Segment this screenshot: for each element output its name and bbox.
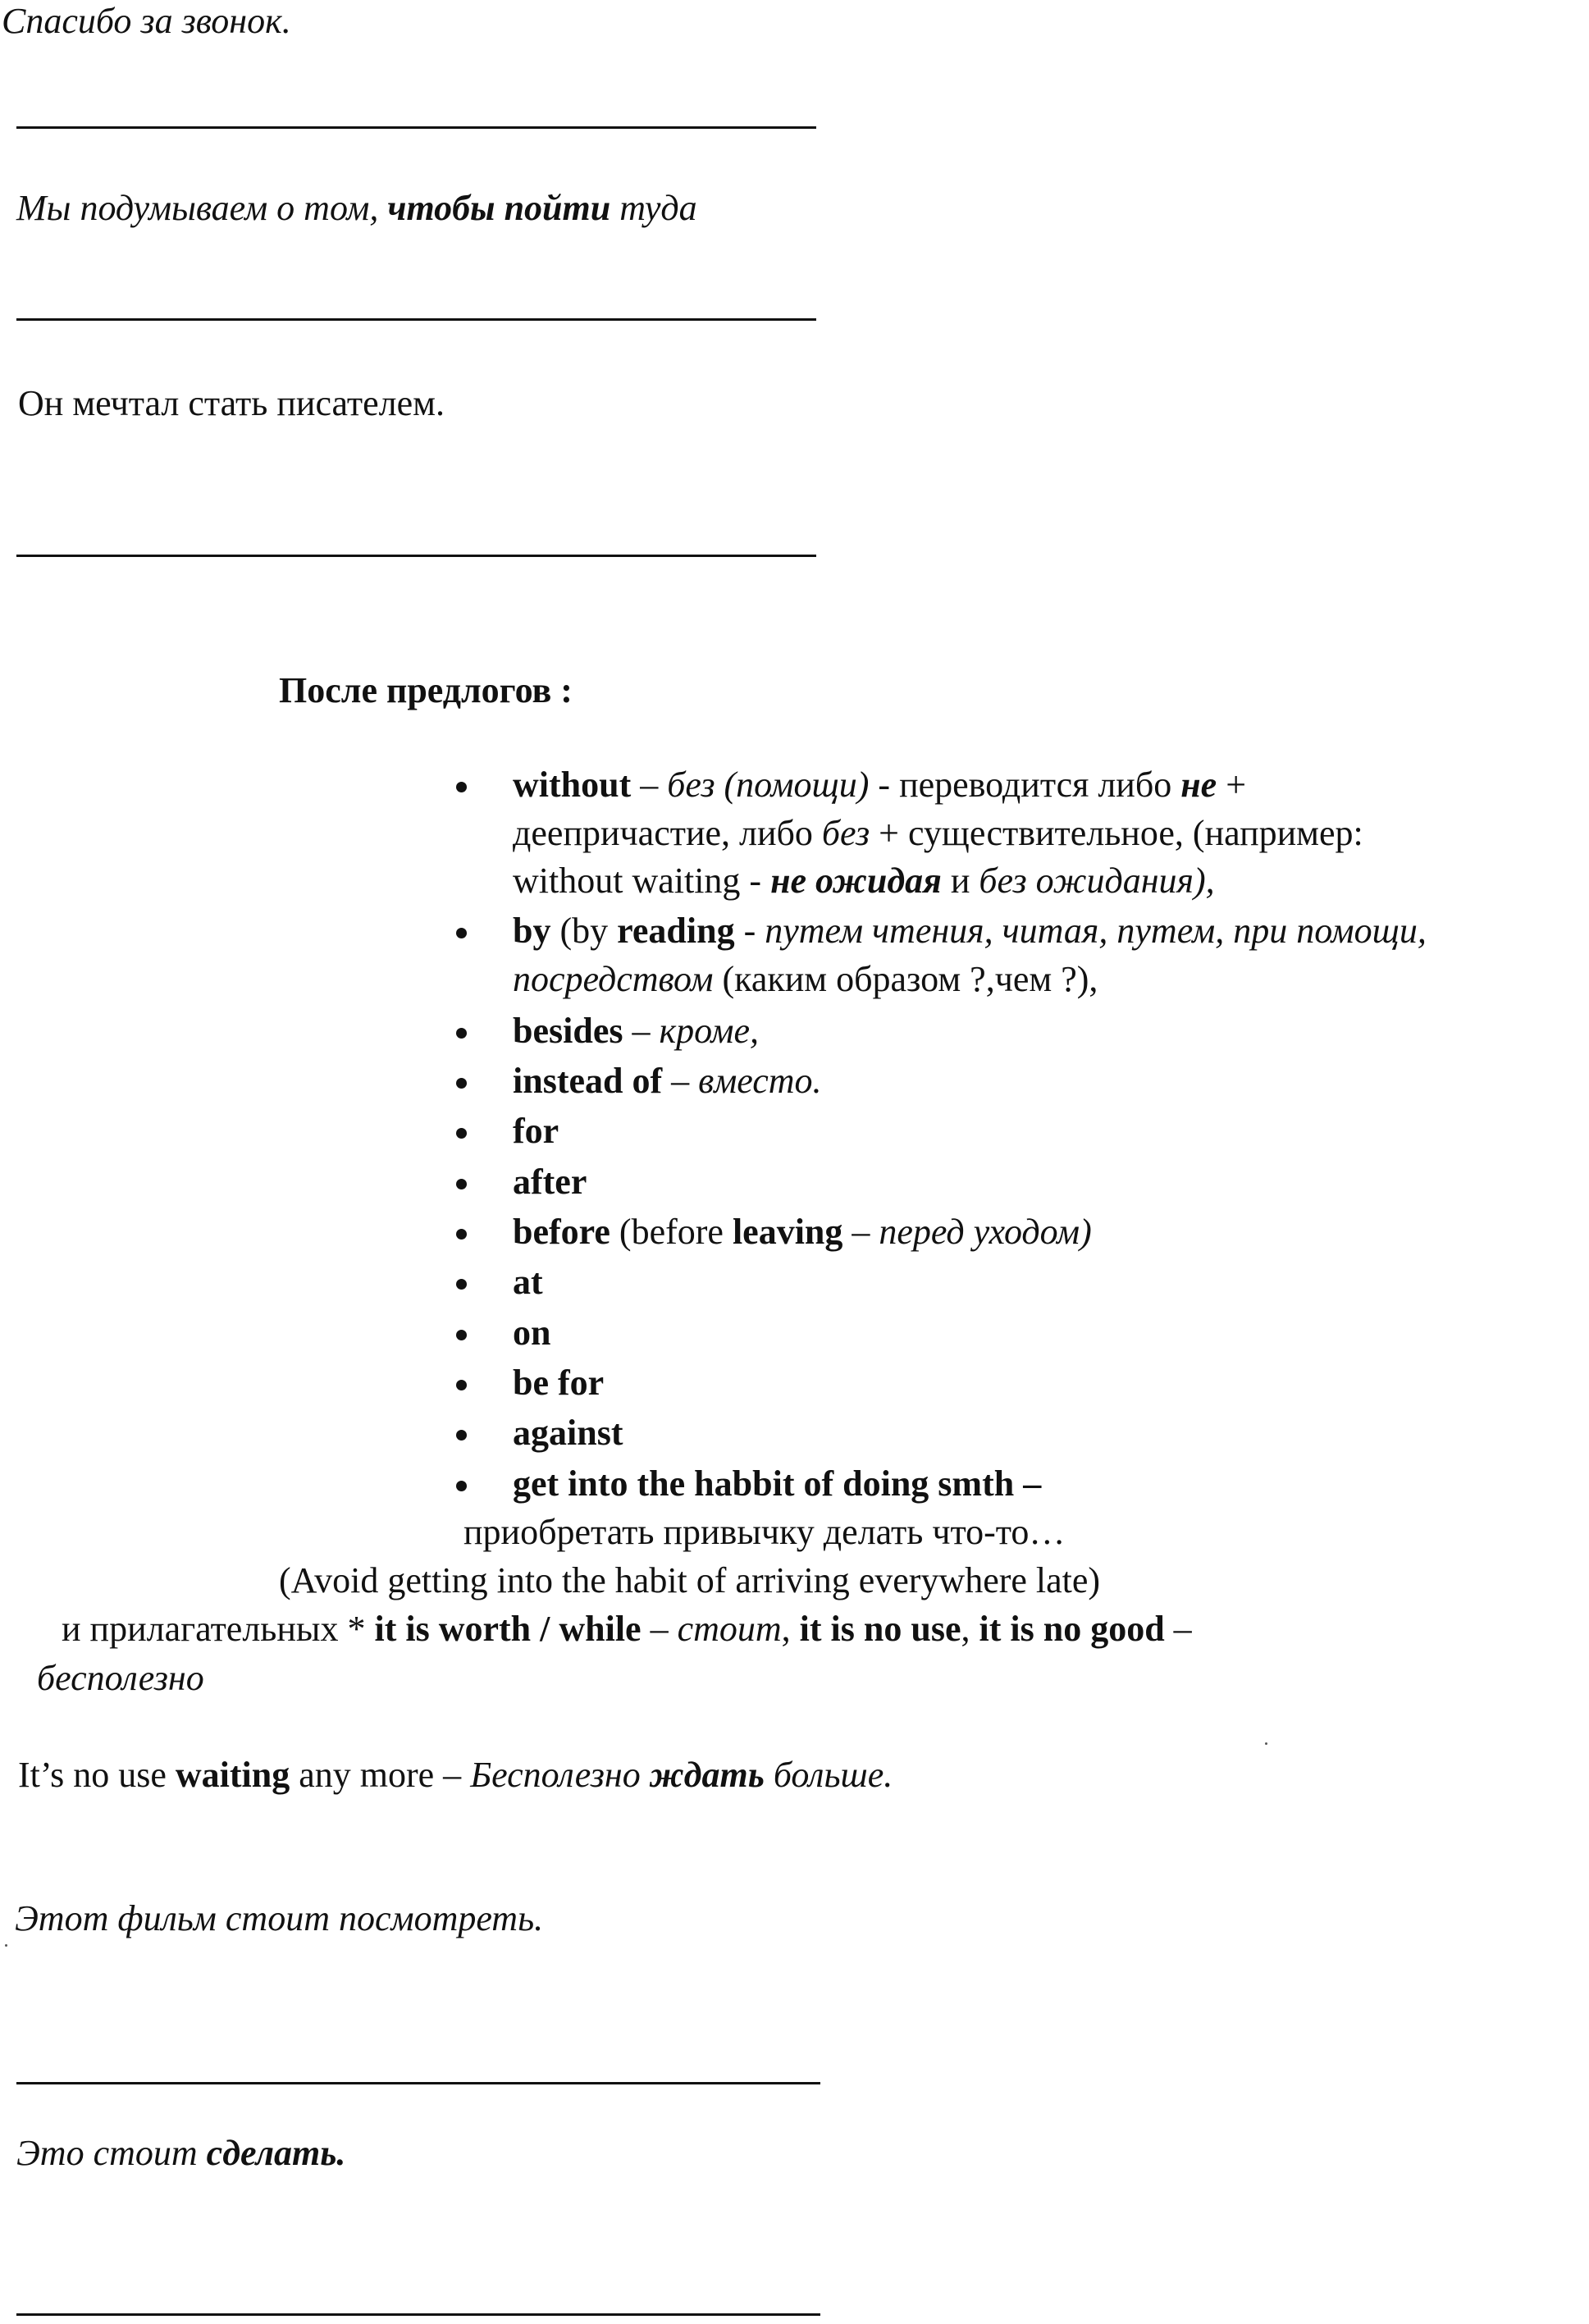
bullet-icon: [456, 1279, 467, 1290]
answer-line-5: [16, 2313, 820, 2316]
item-habit-translation: приобретать привычку делать что-то…: [463, 1512, 1066, 1552]
item-for: for: [513, 1111, 559, 1151]
item-instead-of: instead of – вместо.: [513, 1061, 822, 1101]
item-get-into-habit: get into the habbit of doing smth –: [513, 1463, 1042, 1504]
bullet-icon: [456, 782, 467, 792]
example-avoid-habit: (Avoid getting into the habit of arriving everywhere late): [279, 1560, 1101, 1600]
sentence-worth-doing: Это стоит сделать.: [16, 2133, 346, 2173]
item-without-line-3: without waiting - не ожидая и без ожидания),: [513, 861, 1215, 901]
scan-speck: [5, 1944, 7, 1947]
bullet-icon: [456, 1028, 467, 1039]
sentence-thanks-for-call: Спасибо за звонок.: [2, 1, 291, 41]
answer-line-4: [16, 2082, 820, 2084]
bullet-icon: [456, 928, 467, 938]
sentence-film-worth: Этот фильм стоит посмотреть.: [15, 1898, 544, 1938]
item-at: at: [513, 1262, 543, 1302]
item-be-for: be for: [513, 1363, 605, 1403]
adjectives-line-2: бесполезно: [37, 1658, 204, 1698]
sentence-thinking-of-going: Мы подумываем о том, чтобы пойти туда: [16, 188, 697, 228]
item-on: on: [513, 1313, 551, 1353]
bullet-icon: [456, 1128, 467, 1139]
item-besides: besides – кроме,: [513, 1011, 759, 1051]
item-after: after: [513, 1162, 587, 1202]
bullet-icon: [456, 1380, 467, 1390]
answer-line-1: [16, 126, 816, 129]
bullet-icon: [456, 1179, 467, 1189]
item-before: before (before leaving – перед уходом): [513, 1212, 1092, 1252]
bullet-icon: [456, 1229, 467, 1240]
answer-line-2: [16, 318, 816, 321]
adjectives-line: и прилагательных * it is worth / while – стоит, it is no use, it is no good –: [62, 1609, 1192, 1649]
item-against: against: [513, 1413, 623, 1453]
sentence-dreamed-writer: Он мечтал стать писателем.: [18, 383, 445, 423]
item-by-line-2: посредством (каким образом ?,чем ?),: [513, 959, 1098, 999]
section-heading: После предлогов :: [279, 670, 573, 710]
answer-line-3: [16, 555, 816, 557]
item-without: without – без (помощи) - переводится либо не +: [513, 765, 1247, 805]
bullet-icon: [456, 1078, 467, 1089]
scan-speck: [1265, 1742, 1267, 1745]
bullet-icon: [456, 1481, 467, 1491]
bullet-icon: [456, 1430, 467, 1441]
bullet-icon: [456, 1330, 467, 1340]
example-no-use-waiting: It’s no use waiting any more – Бесполезно ждать больше.: [18, 1755, 893, 1795]
item-without-line-2: деепричастие, либо без + существительное, (например:: [513, 813, 1363, 853]
item-by: by (by reading - путем чтения, читая, путем, при помощи,: [513, 911, 1427, 951]
